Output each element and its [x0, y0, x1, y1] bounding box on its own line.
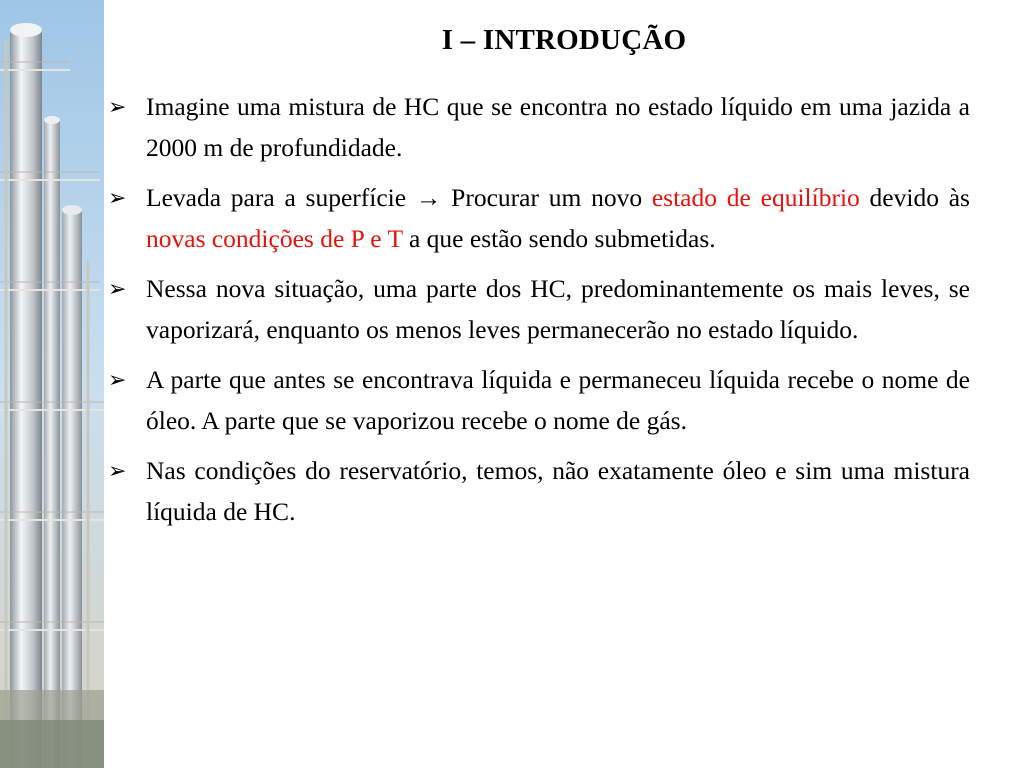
slide-title: I – INTRODUÇÃO [441, 24, 687, 56]
refinery-towers-image [0, 0, 104, 768]
bullet-list [108, 86, 970, 541]
bullet-item-4 [108, 359, 970, 441]
bullet-item-5 [108, 450, 970, 532]
bullet-item-3 [108, 268, 970, 350]
bullet-arrow-icon: ➢ [108, 94, 127, 119]
bullet-arrow-icon: ➢ [108, 276, 127, 301]
bullet-item-1 [108, 86, 970, 168]
bullet-2-highlight-condicoes: novas condições de P e T [146, 224, 403, 253]
bullet-arrow-icon: ➢ [108, 367, 127, 392]
bullet-2-text-part-2: devido às [859, 183, 970, 212]
bullet-2-highlight-equilibrio: estado de equilíbrio [651, 183, 860, 212]
bullet-4-text: A parte que antes se encontrava líquida e permaneceu líquida recebe o nome de óleo. A parte que se vaporizou recebe o nome de gás. [146, 365, 970, 435]
bullet-5-text: Nas condições do reservatório, temos, não exatamente óleo e sim uma mistura líquida de HC. [146, 456, 970, 526]
bullet-2-text-part-3: a que estão sendo submetidas. [402, 224, 716, 253]
bullet-2-text-part-1: Levada para a superfície → Procurar um novo [146, 183, 652, 212]
bullet-3-text: Nessa nova situação, uma parte dos HC, predominantemente os mais leves, se vaporizará, enquanto os menos leves permanecerão no estado líquido. [146, 274, 970, 344]
bullet-arrow-icon: ➢ [108, 185, 127, 210]
bullet-item-2 [108, 177, 970, 259]
bullet-1-text: Imagine uma mistura de HC que se encontra no estado líquido em uma jazida a 2000 m de profundidade. [146, 92, 970, 162]
bullet-arrow-icon: ➢ [108, 458, 127, 483]
